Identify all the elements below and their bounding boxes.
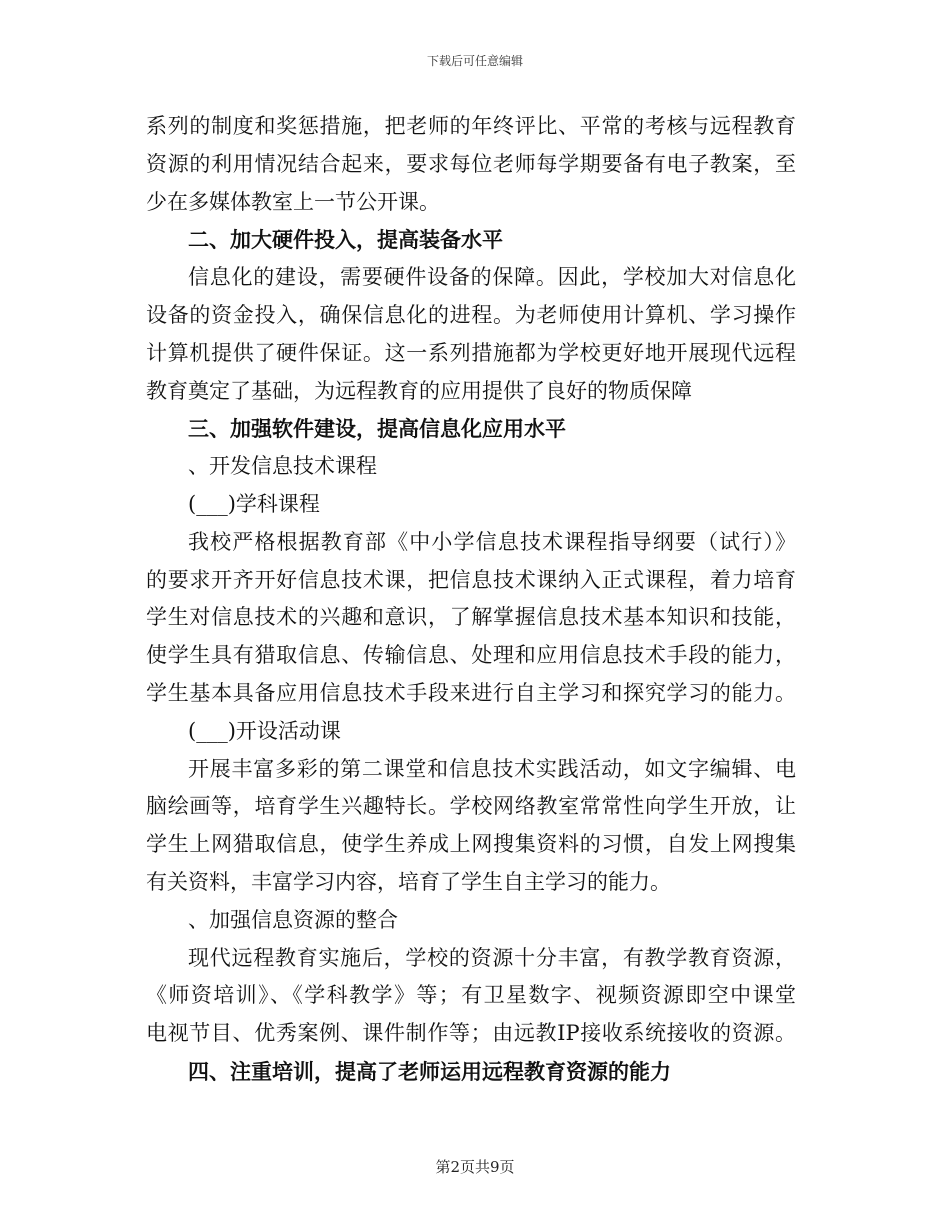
- text-line: 现代远程教育实施后，学校的资源十分丰富，有教学教育资源，: [188, 945, 796, 970]
- text-line: 资源的利用情况结合起来，要求每位老师每学期要备有电子教案，至: [146, 151, 796, 176]
- text-line: 的要求开齐开好信息技术课，把信息技术课纳入正式课程，着力培育: [146, 567, 796, 592]
- section-heading: 四、注重培训，提高了老师运用远程教育资源的能力: [188, 1058, 671, 1084]
- text-line: 学生对信息技术的兴趣和意识，了解掌握信息技术基本知识和技能，: [146, 605, 796, 630]
- section-heading: 三、加强软件建设，提高信息化应用水平: [188, 416, 566, 442]
- text-line: 开展丰富多彩的第二课堂和信息技术实践活动，如文字编辑、电: [188, 756, 796, 781]
- text-line: 有关资料，丰富学习内容，培育了学生自主学习的能力。: [146, 869, 671, 894]
- text-line: 信息化的建设，需要硬件设备的保障。因此，学校加大对信息化: [188, 265, 796, 290]
- text-line: 脑绘画等，培育学生兴趣特长。学校网络教室常常性向学生开放，让: [146, 794, 796, 819]
- page-header: 下载后可任意编辑: [426, 54, 523, 68]
- text-line: 设备的资金投入，确保信息化的进程。为老师使用计算机、学习操作: [146, 302, 796, 327]
- text-line: 学生上网猎取信息，使学生养成上网搜集资料的习惯，自发上网搜集: [146, 832, 796, 857]
- text-line: 我校严格根据教育部《中小学信息技术课程指导纲要（试行）》: [188, 529, 796, 554]
- text-line: 系列的制度和奖惩措施，把老师的年终评比、平常的考核与远程教育: [146, 114, 796, 138]
- text-line: 少在多媒体教室上一节公开课。: [146, 189, 440, 214]
- text-line: 计算机提供了硬件保证。这一系列措施都为学校更好地开展现代远程: [146, 340, 796, 365]
- text-line: (___)学科课程: [188, 491, 320, 516]
- text-line: 教育奠定了基础，为远程教育的应用提供了良好的物质保障: [146, 378, 692, 403]
- text-line: 、加强信息资源的整合: [188, 907, 398, 932]
- text-line: 、开发信息技术课程: [188, 454, 377, 479]
- text-line: 《师资培训》、《学科教学》等；有卫星数字、视频资源即空中课堂: [146, 983, 796, 1008]
- text-line: 学生基本具备应用信息技术手段来进行自主学习和探究学习的能力。: [146, 680, 796, 705]
- section-heading: 二、加大硬件投入，提高装备水平: [188, 227, 503, 253]
- text-line: 电视节目、优秀案例、课件制作等；由远教IP接收系统接收的资源。: [146, 1021, 796, 1046]
- page-number: 第2页共9页: [435, 1158, 515, 1176]
- text-line: (___)开设活动课: [188, 718, 341, 743]
- text-line: 使学生具有猎取信息、传输信息、处理和应用信息技术手段的能力，: [146, 643, 796, 668]
- document-body: [146, 108, 796, 1091]
